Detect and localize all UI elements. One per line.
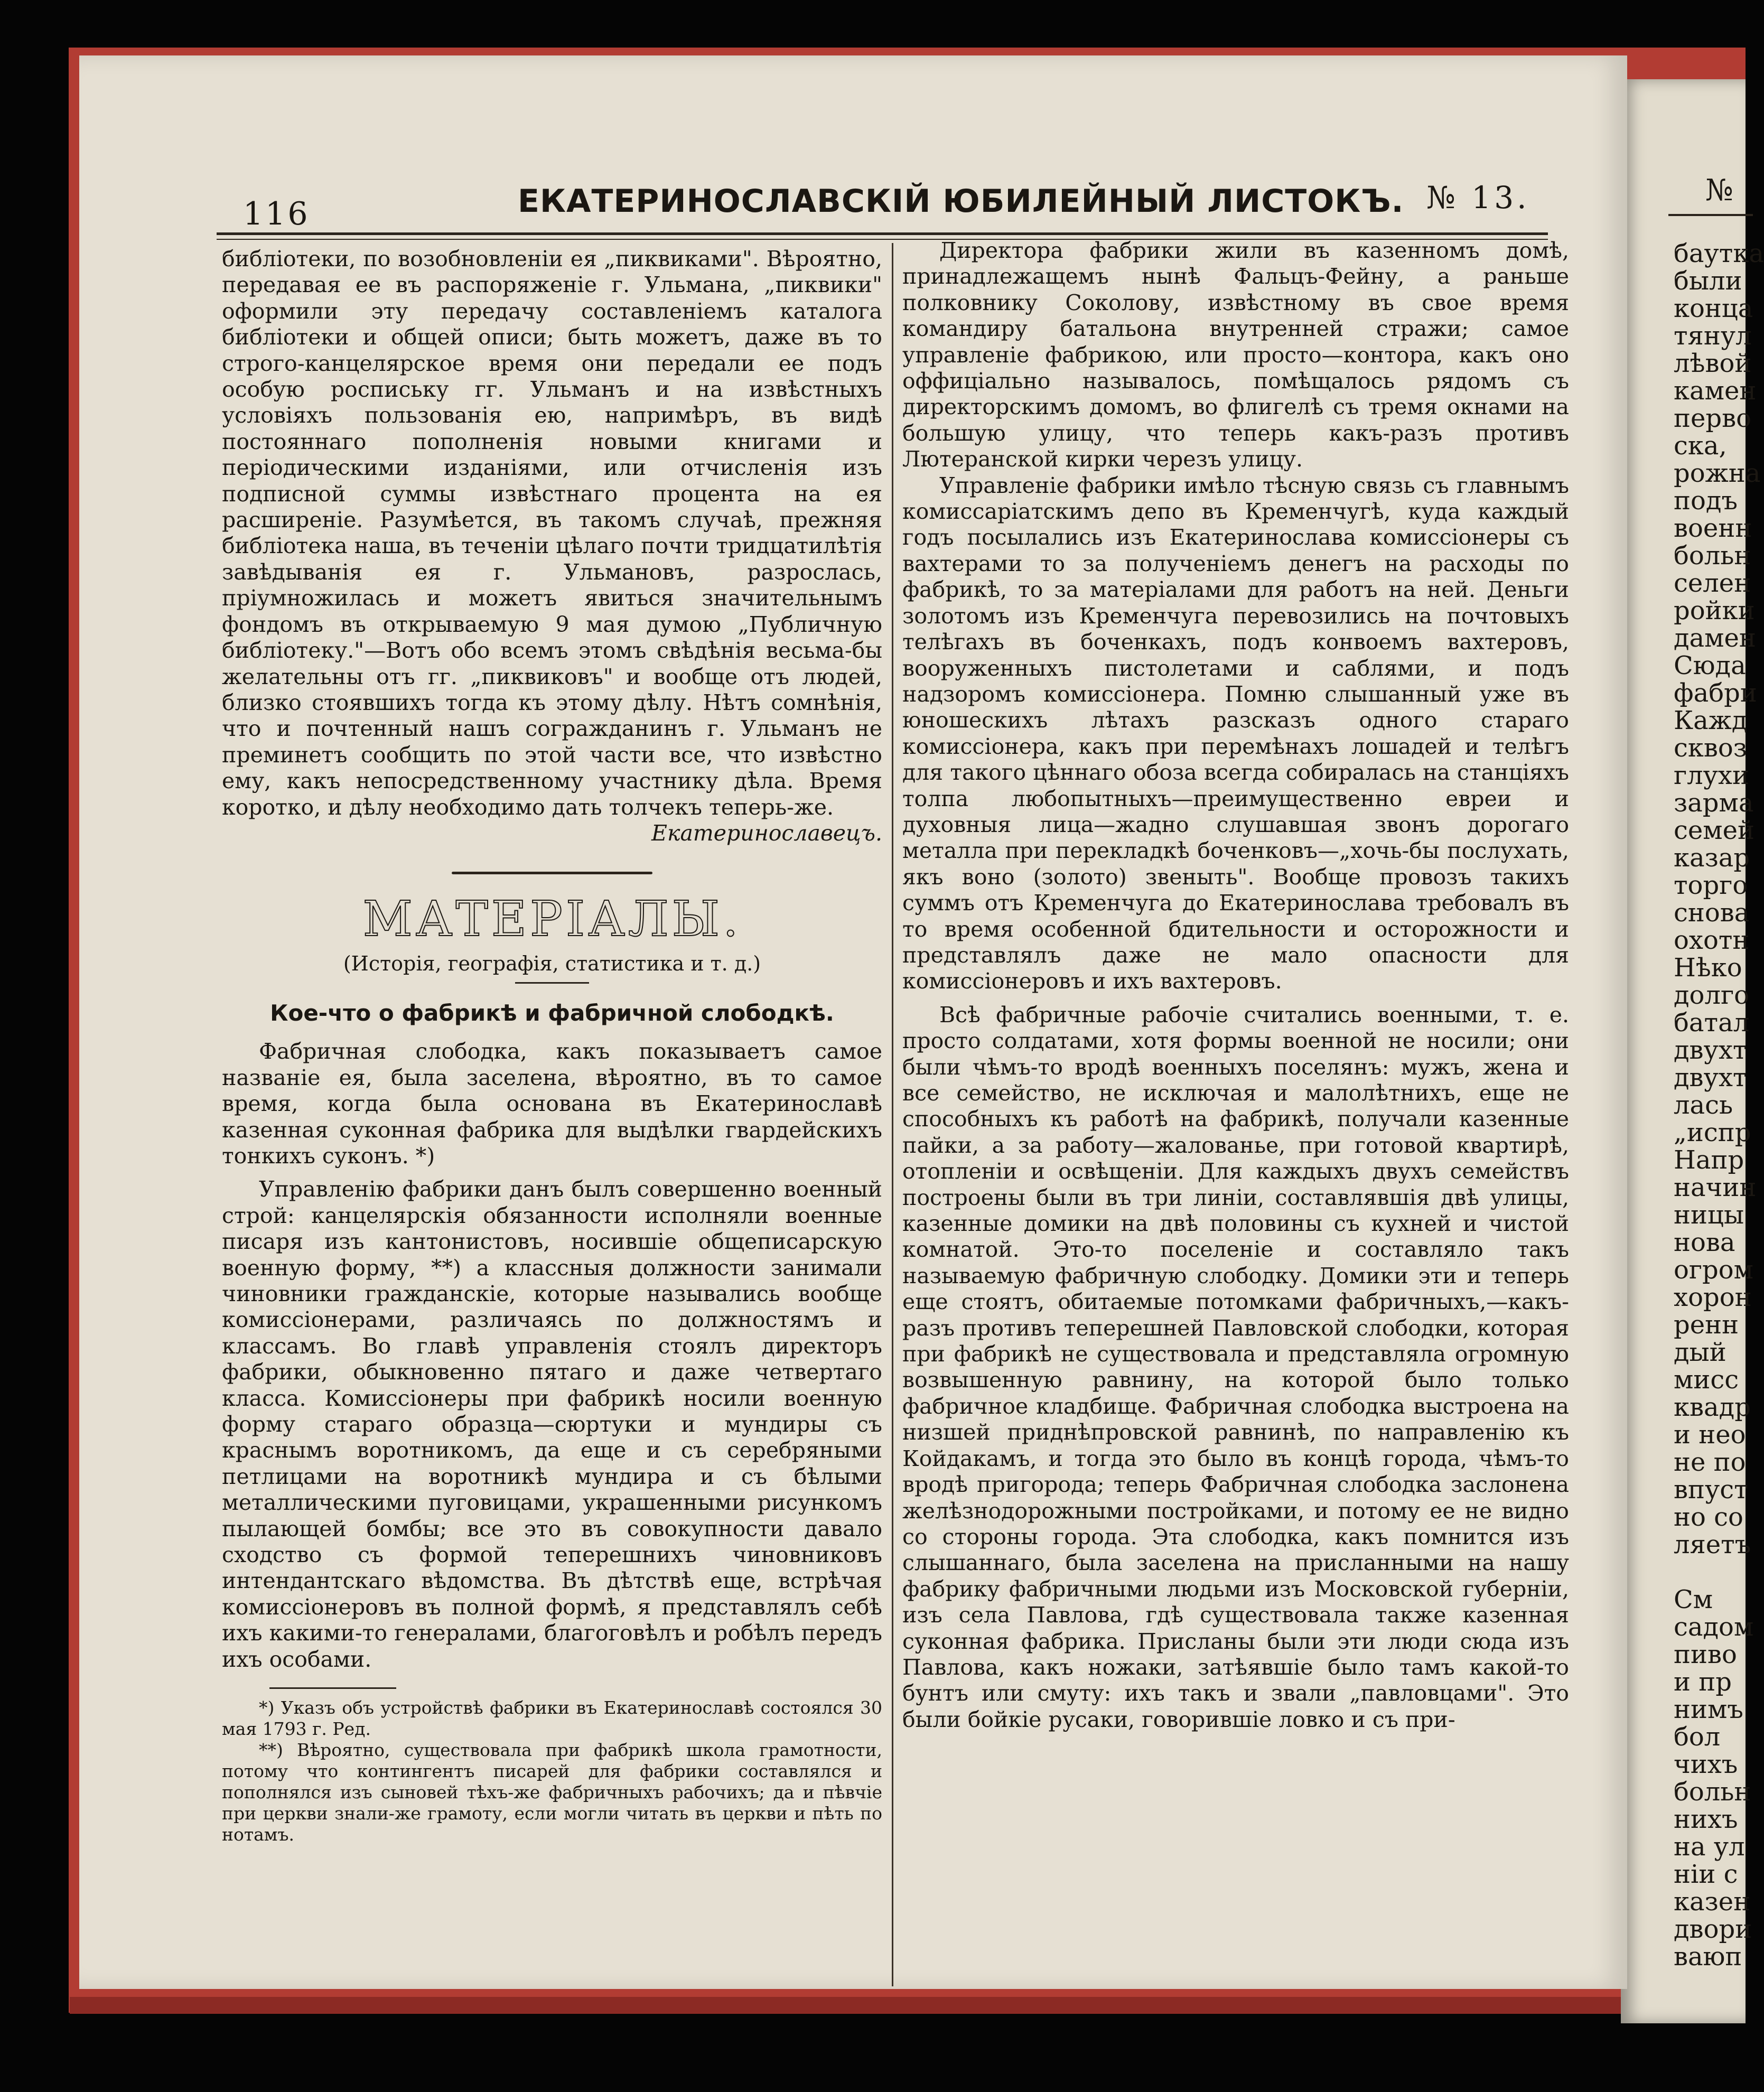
adjacent-line-fragment: пиво (1674, 1640, 1737, 1669)
adjacent-line-fragment: военн (1674, 513, 1752, 543)
adjacent-line-fragment: казен (1674, 1887, 1751, 1917)
adjacent-line-fragment: рожна (1674, 459, 1761, 488)
section-divider (452, 872, 652, 874)
adjacent-line-fragment: Сюда (1674, 651, 1746, 680)
adjacent-line-fragment: селен (1674, 568, 1751, 598)
footnote-rule (269, 1687, 396, 1689)
adjacent-line-fragment: баутка (1674, 239, 1764, 268)
adjacent-line-fragment: садом (1674, 1612, 1754, 1642)
page-number: 116 (243, 195, 310, 232)
adjacent-line-fragment: семей (1674, 816, 1755, 845)
adjacent-line-fragment: нова (1674, 1228, 1735, 1257)
adjacent-line-fragment: больн (1674, 1777, 1751, 1807)
adjacent-line-fragment: двори (1674, 1914, 1752, 1944)
adjacent-line-fragment: огром (1674, 1255, 1754, 1285)
adjacent-line-fragment: ницы (1674, 1200, 1744, 1230)
adjacent-line-fragment: Напр (1674, 1145, 1744, 1175)
adjacent-line-fragment: См (1674, 1585, 1713, 1614)
adjacent-line-fragment: ляетъ (1674, 1530, 1751, 1559)
adjacent-line-fragment: батал (1674, 1008, 1750, 1038)
adjacent-line-fragment: начин (1674, 1173, 1757, 1202)
paragraph: Директора фабрики жили въ казенномъ домѣ, принадлежащемъ нынѣ Фальцъ-Фейну, а раньше полковнику Соколову, извѣстному въ свое время командиру батальона внутренней стражи; самое управленіе фабрикою, или просто—контора, какъ оно оффиціально называлось, помѣщалось рядомъ съ директорскимъ домомъ, во флигелѣ съ тремя окнами на большую улицу, что теперь какъ-разъ противъ Лютеранской кирки черезъ улицу. (902, 238, 1569, 472)
adjacent-line-fragment: зарма (1674, 788, 1754, 818)
section-subtitle: (Исторія, географія, статистика и т. д.) (343, 952, 761, 976)
right-column (902, 238, 1569, 1733)
adjacent-line-fragment: дамен (1674, 623, 1756, 653)
adjacent-line-fragment: Кажд (1674, 706, 1748, 735)
adjacent-line-fragment: ренн (1674, 1310, 1739, 1340)
adjacent-line-fragment: впуст (1674, 1475, 1748, 1505)
header-rule (217, 232, 1548, 235)
left-column (222, 246, 882, 1845)
adjacent-line-fragment: нихъ (1674, 1805, 1738, 1834)
adjacent-line-fragment: нимъ (1674, 1695, 1743, 1724)
paragraph: Управленіе фабрики имѣло тѣсную связь съ главнымъ комиссаріатскимъ депо въ Кременчугѣ, куда каждый годъ посылались изъ Екатеринослава комиссіонеры съ вахтерами то за полученіемъ денегъ на расходы по фабрикѣ, то за матеріалами для работъ на ней. Деньги золотомъ изъ Кременчуга перевозились на почтовыхъ телѣгахъ въ боченкахъ, подъ конвоемъ вахтеровъ, вооруженныхъ пистолетами и саблями, и подъ надзоромъ комиссіонера. Помню слышанный уже въ юношескихъ лѣтахъ разсказъ одного стараго комиссіонера, какъ при перемѣнахъ лошадей и телѣгъ для такого цѣннаго обоза всегда собиралась на станціяхъ толпа любопытныхъ—преимущественно евреи и духовныя лица—жадно слушавшая звонъ дорогаго металла при перекладкѣ боченковъ—„хочь-бы послухать, якъ воно (золото) звеныть". Вообще провозъ такихъ суммъ отъ Кременчуга до Екатеринослава требовалъ въ то время особенной бдительности и осторожности и представлялъ даже не мало опасности для комиссіонеровъ и ихъ вахтеровъ. (902, 472, 1569, 994)
adjacent-line-fragment: бол (1674, 1722, 1721, 1752)
adjacent-line-fragment: камен (1674, 376, 1757, 406)
adjacent-line-fragment: сквоз (1674, 733, 1747, 763)
adjacent-line-fragment: и нео (1674, 1420, 1746, 1450)
adjacent-line-fragment: „испр (1674, 1118, 1751, 1147)
adjacent-page-header: № (1705, 173, 1734, 208)
adjacent-line-fragment: тянул (1674, 321, 1752, 351)
adjacent-line-fragment: ройки (1674, 596, 1755, 625)
issue-number: № 13. (1426, 180, 1530, 216)
adjacent-line-fragment: долго (1674, 980, 1749, 1010)
adjacent-line-fragment: Нѣко (1674, 953, 1742, 983)
footnote: **) Вѣроятно, существовала при фабрикѣ школа грамотности, потому что контингентъ писарей для фабрики составлялся и пополнялся изъ сыновей тѣхъ-же фабричныхъ рабочихъ; да и пѣвчіе при церкви знали-же грамоту, если могли читать въ церкви и пѣть по нотамъ. (222, 1740, 882, 1845)
adjacent-line-fragment: снова (1674, 898, 1750, 928)
adjacent-line-fragment: лѣвой (1674, 349, 1752, 378)
signature: Екатеринославецъ. (651, 820, 882, 846)
section-title: МАТЕРІАЛЫ. (362, 891, 742, 948)
article-title: Кое-что о фабрикѣ и фабричной слободкѣ. (270, 1000, 834, 1026)
footnote: *) Указъ объ устройствѣ фабрики въ Екатеринославѣ состоялся 30 мая 1793 г. Ред. (222, 1697, 882, 1740)
journal-title: ЕКАТЕРИНОСЛАВСКІЙ ЮБИЛЕЙНЫЙ ЛИСТОКЪ. (518, 183, 1404, 220)
adjacent-page (1621, 79, 1764, 2023)
adjacent-line-fragment: ніи с (1674, 1860, 1738, 1889)
adjacent-line-fragment: чихъ (1674, 1750, 1738, 1779)
adjacent-line-fragment: квадр (1674, 1393, 1751, 1422)
paragraph: Фабричная слободка, какъ показываетъ самое названіе ея, была заселена, вѣроятно, въ то самое время, когда была основана въ Екатеринославѣ казенная суконная фабрика для выдѣлки гвардейскихъ тонкихъ суконъ. *) (222, 1039, 882, 1169)
adjacent-line-fragment: не по (1674, 1447, 1746, 1477)
adjacent-line-fragment: хорон (1674, 1283, 1752, 1312)
adjacent-line-fragment: перво (1674, 404, 1752, 433)
adjacent-line-fragment: но со (1674, 1502, 1743, 1532)
adjacent-line-fragment: глухи (1674, 761, 1749, 790)
adjacent-line-fragment: и пр (1674, 1667, 1732, 1697)
paragraph: Управленію фабрики данъ былъ совершенно военный строй: канцелярскія обязанности исполняли военные писаря изъ кантонистовъ, носившіе общеписарскую военную форму, **) а классныя должности занимали чиновники гражданскіе, которые назывались вообще комиссіонерами, различаясь по должностямъ и классамъ. Во главѣ управленія стоялъ директоръ фабрики, обыкновенно пятаго и даже четвертаго класса. Комиссіонеры при фабрикѣ носили военную форму стараго образца—сюртуки и мундиры съ краснымъ воротникомъ, да еще и съ серебряными петлицами на воротникѣ мундира и съ бѣлыми металлическими пуговицами, украшенными рисункомъ пылающей бомбы; все это въ совокупности давало сходство съ формой теперешнихъ чиновниковъ интендантскаго вѣдомства. Въ дѣтствѣ еще, встрѣчая комиссіонеровъ въ полной формѣ, я представлялъ себѣ ихъ какими-то генералами, благоговѣлъ и робѣлъ передъ ихъ особами. (222, 1176, 882, 1672)
adjacent-line-fragment: подъ (1674, 486, 1738, 516)
adjacent-header-rule (1668, 214, 1753, 216)
adjacent-line-fragment: ваюп (1674, 1942, 1742, 1972)
adjacent-line-fragment: двухт (1674, 1063, 1747, 1092)
paragraph: Всѣ фабричные рабочіе считались военными, т. е. просто солдатами, хотя формы военной не носили; они были чѣмъ-то вродѣ военныхъ поселянъ: мужъ, жена и все семейство, не исключая и малолѣтнихъ, еще не способныхъ къ работѣ на фабрикѣ, получали казенные пайки, а за работу—жалованье, при готовой квартирѣ, отопленіи и освѣщеніи. Для каждыхъ двухъ семействъ построены были въ три линіи, составлявшія двѣ улицы, казенные домики на двѣ половины съ кухней и чистой комнатой. Это-то поселеніе и составляло такъ называемую фабричную слободку. Домики эти и теперь еще стоятъ, обитаемые потомками фабричныхъ,—какъ-разъ противъ теперешней Павловской слободки, которая при фабрикѣ не существовала и представляла огромную возвышенную равнину, на которой было только фабричное кладбище. Фабричная слободка выстроена на низшей приднѣпровской равнинѣ, по направленію къ Койдакамъ, и тогда это было въ концѣ города, чѣмъ-то вродѣ пригорода; теперь Фабричная слободка заслонена желѣзнодорожными постройками, и потому ее не видно со стороны города. Эта слободка, какъ помнится изъ слышаннаго, была заселена на присланными на нашу фабрику фабричными людьми изъ Московской губерніи, изъ села Павлова, гдѣ существовала также казенная суконная фабрика. Присланы были эти люди сюда изъ Павлова, какъ ножаки, затѣявшіе было тамъ какой-то бунтъ или смуту: ихъ такъ и звали „павловцами". Это были бойкіе русаки, говорившіе ловко и съ при- (902, 1002, 1569, 1732)
adjacent-line-fragment: дый (1674, 1338, 1726, 1367)
adjacent-line-fragment: на ул (1674, 1832, 1745, 1862)
adjacent-line-fragment: были (1674, 266, 1742, 296)
adjacent-line-fragment: торго (1674, 871, 1748, 900)
paragraph: библіотеки, по возобновленіи ея „пиквиками". Вѣроятно, передавая ее въ распоряженіе г. Ульмана, „пиквики" оформили эту передачу составленіемъ каталога библіотеки и общей описи; быть можетъ, даже въ то строго-канцелярское время они передали ее подъ особую роспиську гг. Ульманъ и на извѣстныхъ условіяхъ пользованія ею, напримѣръ, въ видѣ постояннаго пополненія новыми книгами и періодическими изданіями, или отчисленія изъ подписной суммы извѣстнаго процента на ея расширеніе. Разумѣется, въ такомъ случаѣ, прежняя библіотека наша, въ теченіи цѣлаго почти тридцатилѣтія завѣдыванія ея г. Ульмановъ, разрослась, пріумножилась и можетъ явиться значительнымъ фондомъ въ открываемую 9 мая думою „Публичную библіотеку."—Вотъ обо всемъ этомъ свѣдѣнія весьма-бы желательны отъ гг. „пиквиковъ" и вообще отъ людей, близко стоявшихъ тогда къ этому дѣлу. Нѣтъ сомнѣнія, что и почтенный нашъ согражданинъ г. Ульманъ не преминетъ сообщить по этой части все, что извѣстно ему, какъ непосредственному участнику дѣла. Время коротко, и дѣлу необходимо дать толчекъ теперь-же. (222, 246, 882, 820)
adjacent-line-fragment: двухт (1674, 1035, 1747, 1065)
adjacent-line-fragment: охотн (1674, 926, 1750, 955)
adjacent-line-fragment: казар (1674, 843, 1750, 873)
adjacent-line-fragment: фабри (1674, 678, 1757, 708)
column-divider (892, 243, 893, 1986)
adjacent-line-fragment: лась (1674, 1090, 1733, 1120)
adjacent-line-fragment: больн (1674, 541, 1751, 571)
book-cover-edge (70, 1997, 1628, 2014)
subtitle-rule (515, 982, 589, 984)
adjacent-line-fragment: мисс (1674, 1365, 1739, 1395)
adjacent-line-fragment: конца (1674, 294, 1753, 323)
adjacent-line-fragment: ска, (1674, 431, 1727, 461)
